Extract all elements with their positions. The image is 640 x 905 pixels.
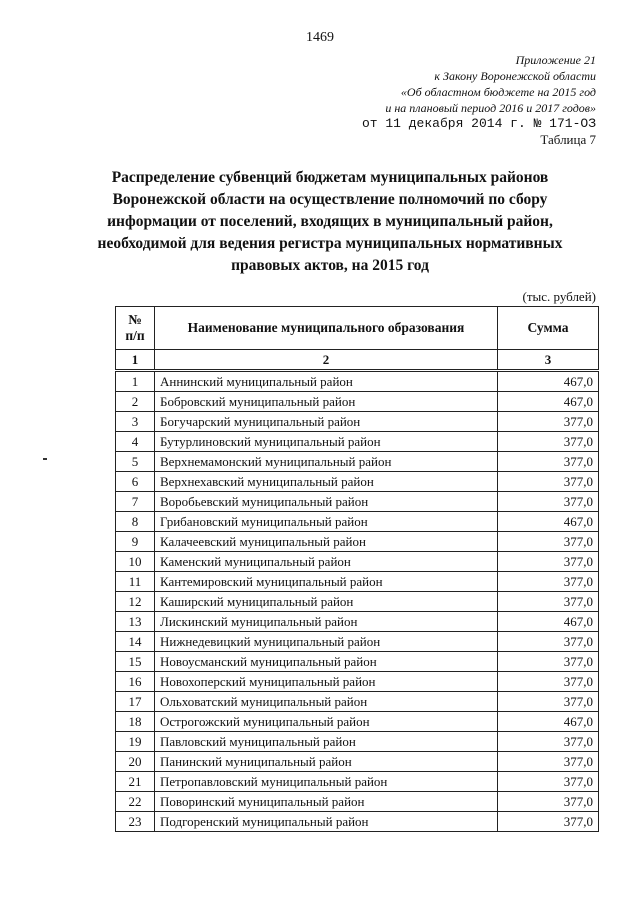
row-number: 4 — [116, 432, 155, 452]
row-sum: 377,0 — [498, 732, 599, 752]
row-number: 22 — [116, 792, 155, 812]
row-name: Бобровский муниципальный район — [155, 392, 498, 412]
table-row — [116, 812, 599, 832]
row-name: Калачеевский муниципальный район — [155, 532, 498, 552]
appendix-line: и на плановый период 2016 и 2017 годов» — [385, 101, 596, 115]
row-sum: 467,0 — [498, 712, 599, 732]
row-number: 6 — [116, 472, 155, 492]
table-header-row — [116, 307, 599, 350]
row-sum: 377,0 — [498, 592, 599, 612]
row-number: 10 — [116, 552, 155, 572]
table-row — [116, 712, 599, 732]
row-name: Кантемировский муниципальный район — [155, 572, 498, 592]
table-row — [116, 432, 599, 452]
table-row — [116, 732, 599, 752]
row-number: 1 — [116, 371, 155, 392]
row-name: Верхнемамонский муниципальный район — [155, 452, 498, 472]
header-sum: Сумма — [498, 307, 599, 350]
table-row — [116, 632, 599, 652]
row-number: 11 — [116, 572, 155, 592]
subvention-table — [115, 306, 599, 832]
row-sum: 377,0 — [498, 752, 599, 772]
table-row — [116, 612, 599, 632]
row-name: Панинский муниципальный район — [155, 752, 498, 772]
column-number-row — [116, 350, 599, 371]
table-row — [116, 792, 599, 812]
row-number: 8 — [116, 512, 155, 532]
appendix-line: к Закону Воронежской области — [434, 69, 596, 83]
margin-mark — [43, 458, 47, 460]
appendix-line: Приложение 21 — [515, 53, 596, 67]
row-name: Богучарский муниципальный район — [155, 412, 498, 432]
law-date-line: от 11 декабря 2014 г. № 171-ОЗ — [361, 116, 596, 131]
row-number: 7 — [116, 492, 155, 512]
header-name: Наименование муниципального образования — [155, 307, 498, 350]
table-row — [116, 652, 599, 672]
table-row — [116, 532, 599, 552]
table-row — [116, 452, 599, 472]
row-name: Аннинский муниципальный район — [155, 371, 498, 392]
table-row — [116, 672, 599, 692]
row-number: 19 — [116, 732, 155, 752]
row-sum: 377,0 — [498, 572, 599, 592]
row-sum: 377,0 — [498, 772, 599, 792]
row-name: Острогожский муниципальный район — [155, 712, 498, 732]
row-sum: 377,0 — [498, 632, 599, 652]
table-row — [116, 592, 599, 612]
row-number: 12 — [116, 592, 155, 612]
row-sum: 467,0 — [498, 612, 599, 632]
table-row — [116, 512, 599, 532]
appendix-header — [362, 52, 596, 148]
row-name: Каменский муниципальный район — [155, 552, 498, 572]
header-num: № п/п — [116, 307, 155, 350]
row-sum: 377,0 — [498, 812, 599, 832]
row-name: Новохоперский муниципальный район — [155, 672, 498, 692]
row-name: Поворинский муниципальный район — [155, 792, 498, 812]
table-label: Таблица 7 — [540, 132, 596, 147]
table-row — [116, 752, 599, 772]
table-row — [116, 492, 599, 512]
page-number: 1469 — [306, 30, 334, 45]
row-number: 14 — [116, 632, 155, 652]
row-name: Ольховатский муниципальный район — [155, 692, 498, 712]
column-number: 1 — [116, 350, 155, 371]
row-number: 20 — [116, 752, 155, 772]
unit-label: (тыс. рублей) — [522, 289, 596, 304]
row-sum: 467,0 — [498, 392, 599, 412]
row-name: Лискинский муниципальный район — [155, 612, 498, 632]
row-number: 18 — [116, 712, 155, 732]
row-sum: 377,0 — [498, 432, 599, 452]
table-row — [116, 392, 599, 412]
row-name: Петропавловский муниципальный район — [155, 772, 498, 792]
column-number: 2 — [155, 350, 498, 371]
row-number: 15 — [116, 652, 155, 672]
row-name: Подгоренский муниципальный район — [155, 812, 498, 832]
row-name: Бутурлиновский муниципальный район — [155, 432, 498, 452]
table-row — [116, 371, 599, 392]
table-body — [116, 371, 599, 832]
row-number: 16 — [116, 672, 155, 692]
row-name: Верхнехавский муниципальный район — [155, 472, 498, 492]
row-sum: 377,0 — [498, 492, 599, 512]
table-row — [116, 412, 599, 432]
row-number: 13 — [116, 612, 155, 632]
row-sum: 467,0 — [498, 371, 599, 392]
row-number: 9 — [116, 532, 155, 552]
row-name: Нижнедевицкий муниципальный район — [155, 632, 498, 652]
column-number: 3 — [498, 350, 599, 371]
row-sum: 377,0 — [498, 412, 599, 432]
row-number: 17 — [116, 692, 155, 712]
table-row — [116, 472, 599, 492]
row-sum: 377,0 — [498, 532, 599, 552]
document-title: Распределение субвенций бюджетам муниципальных районов Воронежской области на осуществление полномочий по сбору информации от поселений, входящих в муниципальный район, необходимой для ведения регистра муниципальных нормативных правовых актов, на 2015 год — [97, 169, 563, 274]
row-sum: 377,0 — [498, 452, 599, 472]
row-name: Воробьевский муниципальный район — [155, 492, 498, 512]
table-row — [116, 692, 599, 712]
row-sum: 377,0 — [498, 472, 599, 492]
row-sum: 467,0 — [498, 512, 599, 532]
row-sum: 377,0 — [498, 692, 599, 712]
row-sum: 377,0 — [498, 652, 599, 672]
row-name: Новоусманский муниципальный район — [155, 652, 498, 672]
row-number: 2 — [116, 392, 155, 412]
table-row — [116, 572, 599, 592]
row-name: Павловский муниципальный район — [155, 732, 498, 752]
row-number: 23 — [116, 812, 155, 832]
table-row — [116, 772, 599, 792]
appendix-line: «Об областном бюджете на 2015 год — [400, 85, 596, 99]
row-sum: 377,0 — [498, 792, 599, 812]
table-row — [116, 552, 599, 572]
row-number: 5 — [116, 452, 155, 472]
row-name: Грибановский муниципальный район — [155, 512, 498, 532]
row-name: Каширский муниципальный район — [155, 592, 498, 612]
row-number: 3 — [116, 412, 155, 432]
row-number: 21 — [116, 772, 155, 792]
row-sum: 377,0 — [498, 672, 599, 692]
row-sum: 377,0 — [498, 552, 599, 572]
